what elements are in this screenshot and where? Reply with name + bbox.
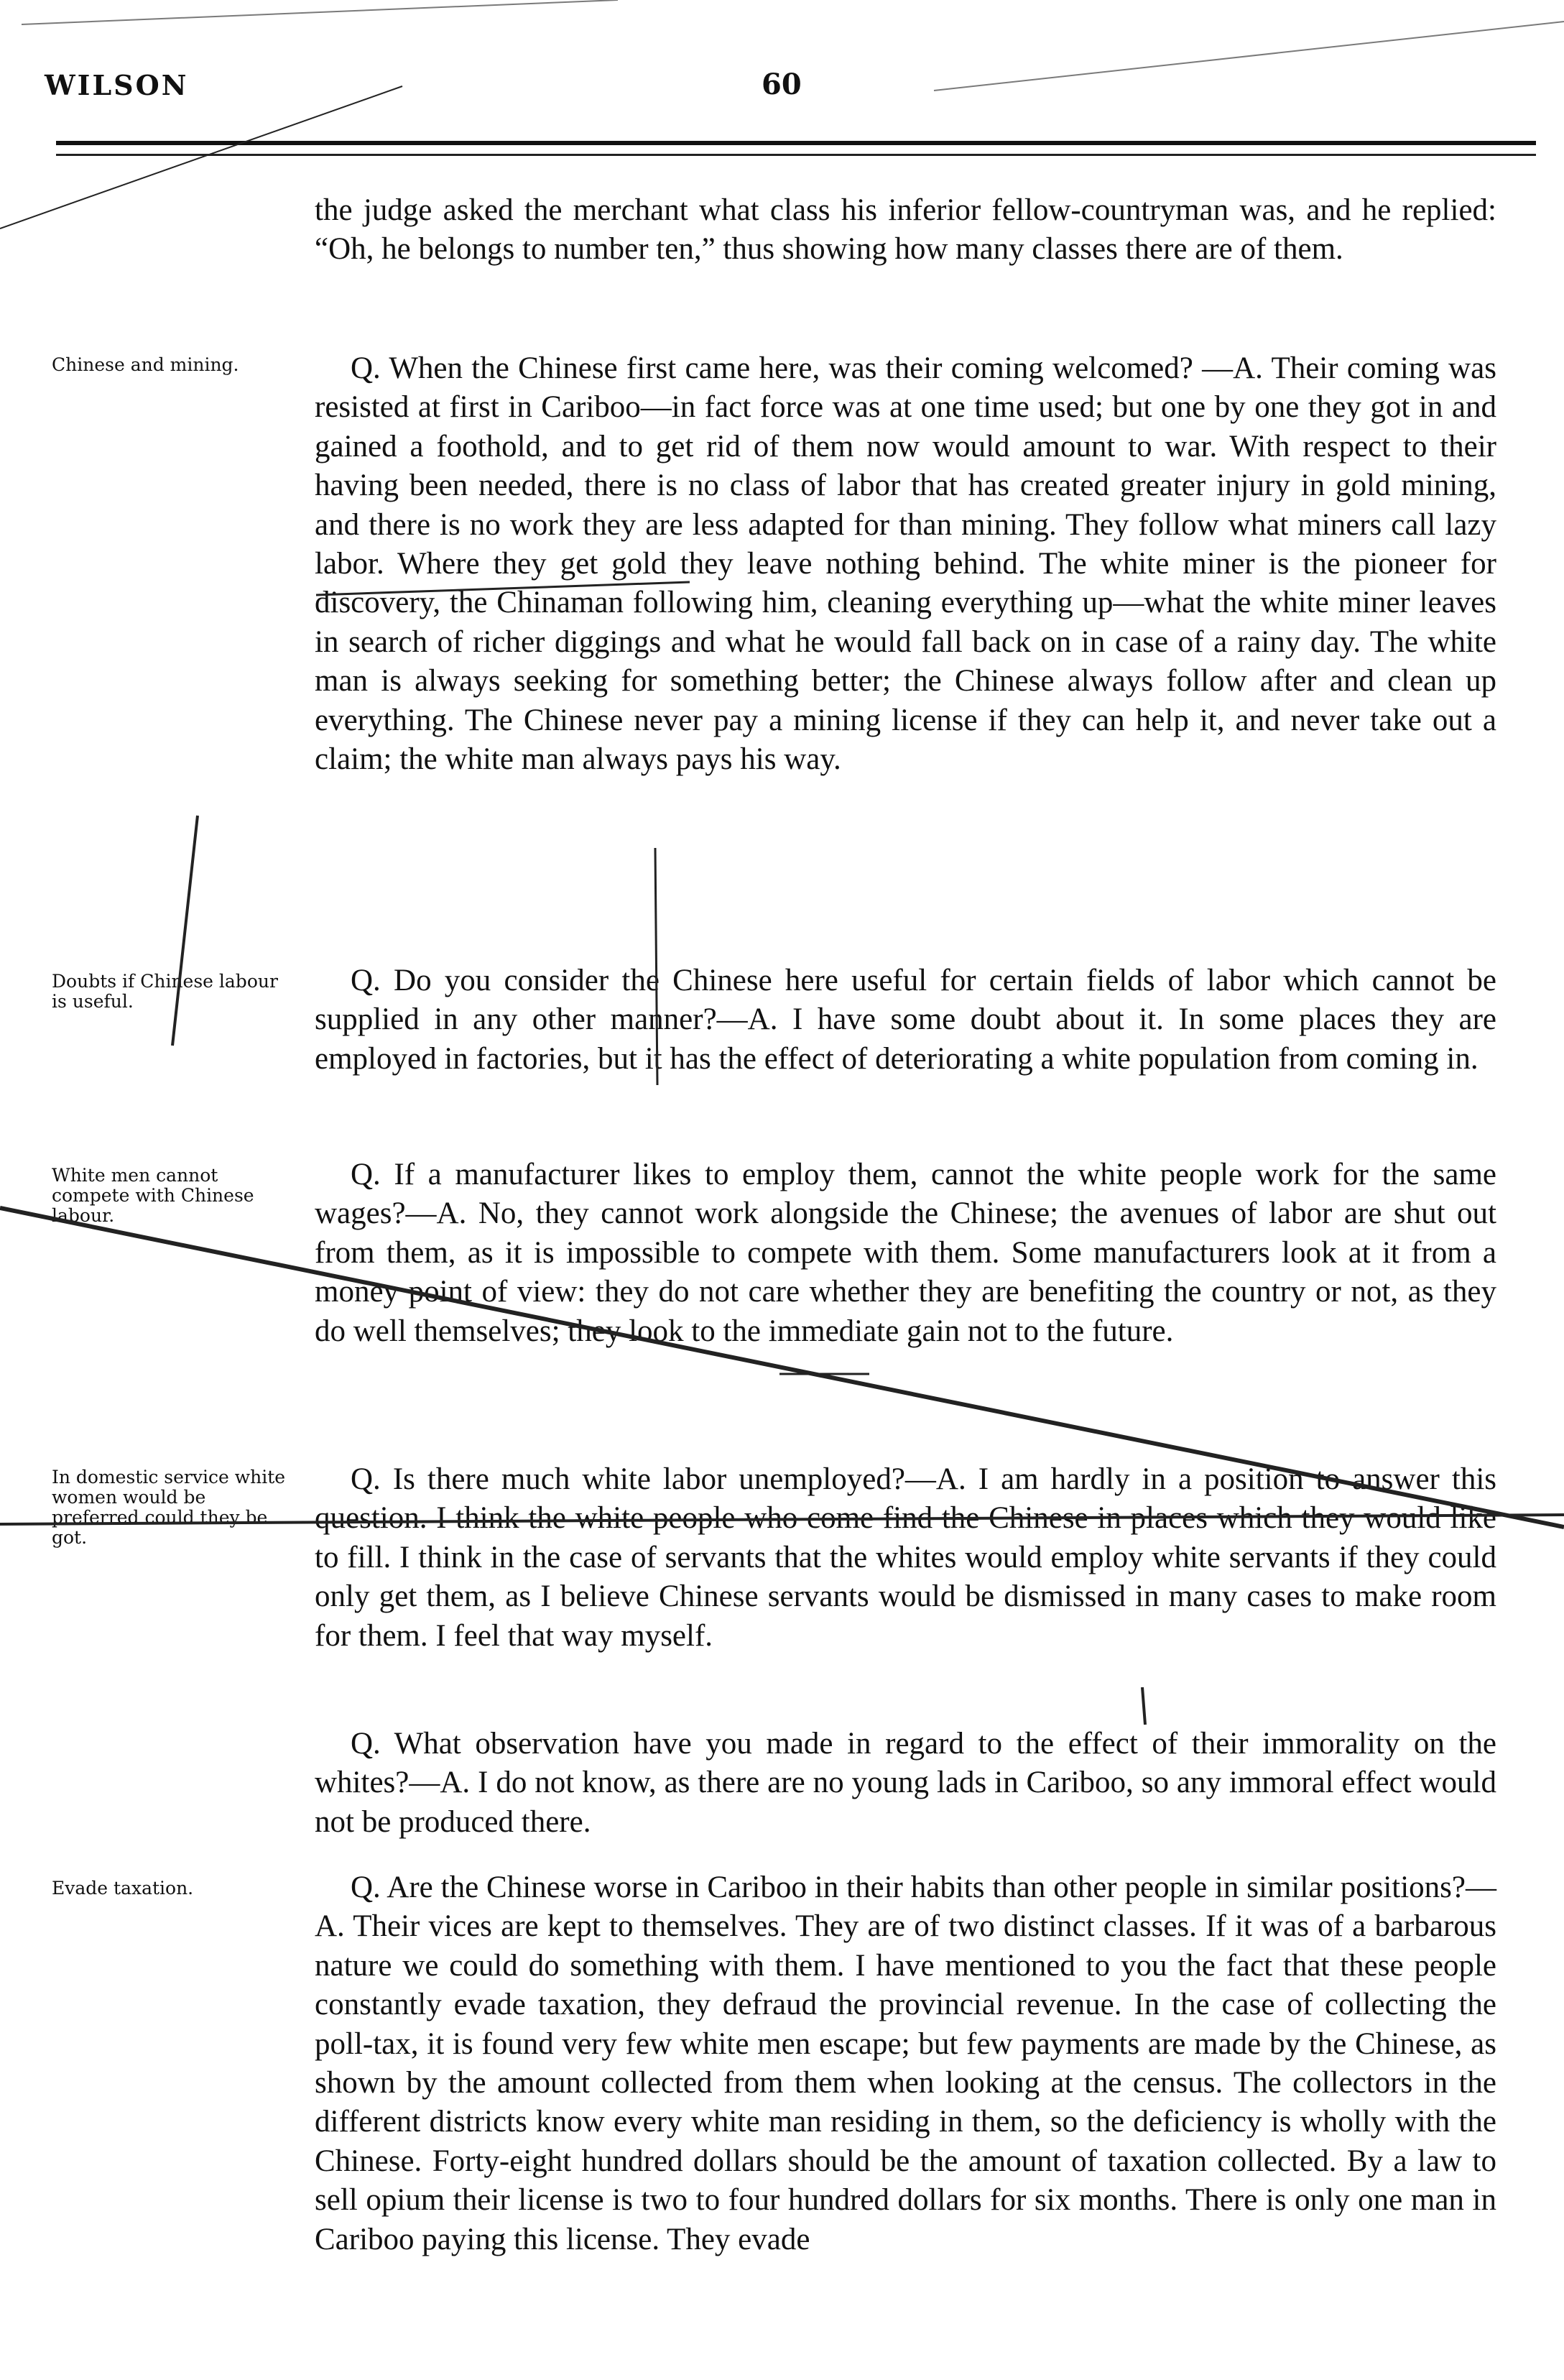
paragraph: Q. Is there much white labor unemployed?—A. I am hardly in a position to answer this question. I think the white people who come find the Chinese in places which they would like to fill. I think in the case of servants that the whites would employ white servants if they could only get them, as I believe Chinese servants would be dismissed in many cases to make room for them. I feel that way myself. (315, 1462, 1496, 1653)
stray-pencil-line (22, 0, 618, 24)
margin-note-domestic-service: In domestic service white women would be preferred could they be got. (52, 1467, 286, 1548)
paragraph: the judge asked the merchant what class his inferior fellow-countryman was, and he replied: “Oh, he belongs to number ten,” thus showing how many classes there are of them. (315, 193, 1496, 267)
margin-note-chinese-mining: Chinese and mining. (52, 354, 239, 375)
stray-pencil-line (934, 22, 1564, 91)
paragraph: Q. If a manufacturer likes to employ them, cannot the white people work for the same wages?—A. No, they cannot work alongside the Chinese; the avenues of labor are shut out from them, as it is impossible to compete with them. Some manufacturers look at it from a money point of view: they do not care whether they are benefiting the country or not, as they do well themselves; they look to the immediate gain not to the future. (315, 1158, 1496, 1348)
page-number: 60 (762, 68, 802, 101)
paragraph: Q. When the Chinese first came here, was their coming welcomed? —A. Their coming was resisted at first in Cariboo—in fact force was at one time used; but one by one they got in and gained a foothold, and to get rid of them now would amount to war. With respect to their having been needed, there is no class of labor that has created greater injury in gold mining, and there is no work they are less adapted for than mining. They follow what miners call lazy labor. Where they get gold they leave nothing behind. The white miner is the pioneer for discovery, the Chinaman following him, cleaning everything up—what the white miner leaves in search of richer diggings and what he would fall back on in case of a rainy day. The white man is always seeking for something better; the Chinese always follow after and clean up everything. The Chinese never pay a mining license if they can help it, and never take out a claim; the white man always pays his way. (315, 351, 1496, 777)
paragraph: Q. What observation have you made in regard to the effect of their immorality on the whites?—A. I do not know, as there are no young lads in Cariboo, so any immoral effect would not be produced there. (315, 1727, 1496, 1839)
paragraph: Q. Do you consider the Chinese here useful for certain fields of labor which cannot be supplied in any other manner?—A. I have some doubt about it. In some places they are employed in factories, but it has the effect of deteriorating a white population from coming in. (315, 964, 1496, 1076)
header-rule-thick (56, 141, 1536, 145)
running-head: WILSON (45, 69, 189, 101)
paragraph: Q. Are the Chinese worse in Cariboo in their habits than other people in similar positions?—A. Their vices are kept to themselves. They are of two distinct classes. If it was of a barbarous nature we could do something with them. I have mentioned to you the fact that these people constantly evade taxation, they defraud the provincial revenue. In the case of collecting the poll-tax, it is found very few white men escape; but few payments are made by the Chinese, as shown by the amount collected from them when looking at the census. The collectors in the different districts know every white man residing in them, so the deficiency is wholly with the Chinese. Forty-eight hundred dollars should be the amount of taxation collected. By a law to sell opium their license is two to four hundred dollars for six months. There is only one man in Cariboo paying this license. They evade (315, 1871, 1496, 2256)
pencil-tick-mark (1142, 1687, 1145, 1725)
margin-note-white-men-compete: White men cannot compete with Chinese labour. (52, 1165, 254, 1226)
header-rule-thin (56, 154, 1536, 156)
margin-note-evade-taxation: Evade taxation. (52, 1878, 194, 1899)
margin-note-doubts-labour: Doubts if Chinese labour is useful. (52, 971, 278, 1012)
